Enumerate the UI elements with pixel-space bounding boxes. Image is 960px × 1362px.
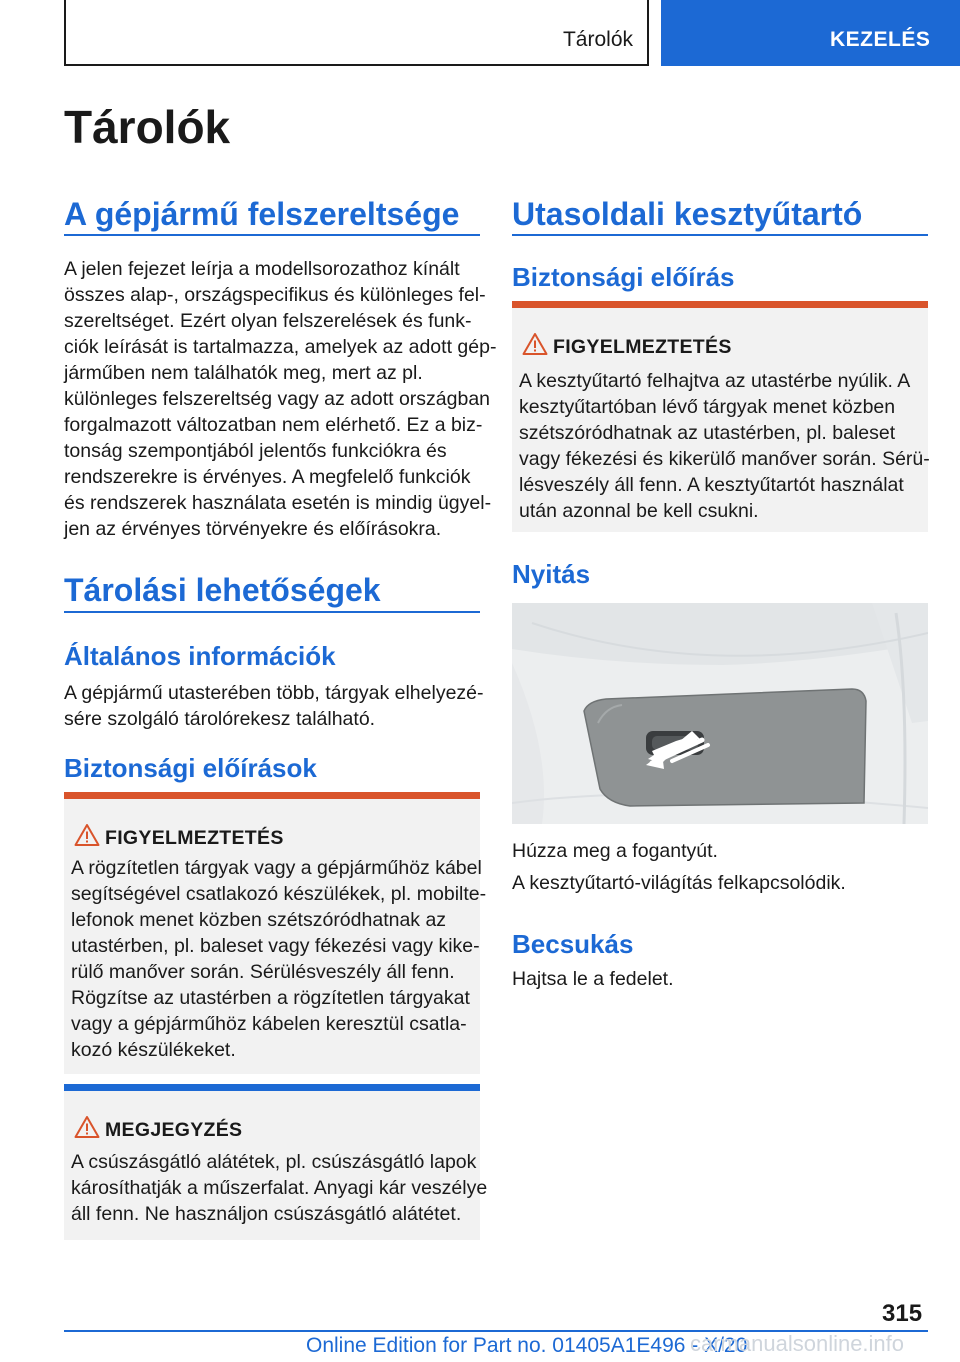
text-line: tonság szempontjából jelentős funkciókra és (64, 440, 447, 462)
subheading-safety: Biztonsági előírások (64, 753, 317, 783)
text-line: után azonnal be kell csukni. (519, 500, 759, 522)
text-line: Húzza meg a fogantyút. (512, 840, 718, 862)
subheading-opening: Nyitás (512, 559, 591, 589)
text-line: A csúszásgátló alátétek, pl. csúszásgátló lapok (71, 1151, 477, 1173)
warning-triangle-icon (522, 332, 548, 356)
header-chapter-title: KEZELÉS (830, 28, 931, 51)
text-line: A rögzítetlen tárgyak vagy a gépjárműhöz kábel (71, 857, 482, 879)
footer-edition: Online Edition for Part no. 01405A1E496 - X/20 (306, 1334, 748, 1357)
notice-triangle-icon (74, 1115, 100, 1139)
text-line: A kesztyűtartó-világítás felkapcsolódik. (512, 872, 846, 894)
text-line: összes alap-, országspecifikus és különleges fel- (64, 284, 486, 306)
note-label: MEGJEGYZÉS (105, 1119, 243, 1141)
text-line: utastérben, pl. baleset vagy fékezési vagy kike- (71, 935, 480, 957)
section-rule (512, 234, 928, 236)
text-line: Rögzítse az utastérben a rögzítetlen tárgyakat (71, 987, 470, 1009)
warning-box-glovebox (512, 301, 928, 532)
text-line: Hajtsa le a fedelet. (512, 968, 674, 990)
warning-label: FIGYELMEZTETÉS (105, 827, 284, 849)
note-text (71, 1149, 487, 1227)
section-rule (64, 234, 480, 236)
warning-label: FIGYELMEZTETÉS (553, 336, 732, 358)
warning-text (519, 368, 930, 524)
page-number: 315 (882, 1300, 923, 1327)
text-line: rendszerekre is érvényes. A megfelelő funkciók (64, 466, 471, 488)
subheading-closing: Becsukás (512, 929, 634, 959)
text-line: ciók leírását is tartalmazza, amelyek az adott gép- (64, 336, 497, 358)
text-line: A jelen fejezet leírja a modellsorozathoz kínált (64, 258, 460, 280)
text-line: forgalmazott változatban nem elérhető. Ez a biz- (64, 414, 483, 436)
text-line: károsíthatják a műszerfalat. Anyagi kár veszélye (71, 1177, 488, 1199)
text-line: járműben nem találhatók meg, mert az pl. (64, 362, 423, 384)
text-line: sére szolgáló tárolórekesz található. (64, 708, 376, 730)
section-heading-glovebox: Utasoldali kesztyűtartó (512, 196, 863, 232)
text-line: kozó készülékeket. (71, 1039, 236, 1061)
glovebox-photo-icon (512, 603, 928, 824)
text-line: különleges felszereltség vagy az adott országban (64, 388, 491, 410)
text-line: kesztyűtartóban lévő tárgyak menet közben (519, 396, 896, 418)
section-heading-storage: Tárolási lehetőségek (64, 572, 381, 608)
warning-text (71, 855, 486, 1063)
text-line: A gépjármű utasterében több, tárgyak elhelyezé- (64, 682, 484, 704)
text-line: vagy a gépjárműhöz kábelen keresztül csatla- (71, 1013, 467, 1035)
text-line: vagy fékezési és kikerülő manőver során. Sérü- (519, 448, 930, 470)
text-line: szereltséget. Ezért olyan felszerelések és funk- (64, 310, 472, 332)
note-box-anti-slip (64, 1084, 488, 1240)
text-line: jen az érvényes törvényekre és előírásokra. (64, 518, 442, 540)
header-chapter-tab (661, 0, 960, 66)
text-line: A kesztyűtartó felhajtva az utastérbe nyúlik. A (519, 370, 911, 392)
glovebox-illustration (512, 603, 928, 824)
text-line: rülő manőver során. Sérülésveszély áll fenn. (71, 961, 455, 983)
text-line: áll fenn. Ne használjon csúszásgátló alátétet. (71, 1203, 462, 1225)
text-line: lefonok menet közben szétszóródhatnak az (71, 909, 447, 931)
header-section-title: Tárolók (562, 28, 633, 51)
text-line: segítségével csatlakozó készülékek, pl. mobilte- (71, 883, 487, 905)
watermark: carmanualsonline.info (690, 1331, 905, 1356)
subheading-general-info: Általános információk (64, 641, 336, 671)
section-heading-equipment: A gépjármű felszereltsége (64, 196, 460, 232)
general-info-paragraph (64, 680, 484, 732)
warning-triangle-icon (74, 823, 100, 847)
warning-box-loose-items (64, 792, 487, 1074)
section-rule (64, 611, 480, 613)
header-section-tab (64, 0, 649, 66)
subheading-safety-rule: Biztonsági előírás (512, 262, 735, 292)
text-line: szétszóródhatnak az utastérben, pl. baleset (519, 422, 896, 444)
text-line: és rendszerek használata esetén is mindig ügyel- (64, 492, 492, 514)
opening-steps (512, 838, 846, 896)
text-line: lésveszély áll fenn. A kesztyűtartót használat (519, 474, 904, 496)
closing-steps (512, 966, 674, 992)
page-title: Tárolók (64, 101, 231, 153)
equipment-paragraph (64, 256, 496, 542)
